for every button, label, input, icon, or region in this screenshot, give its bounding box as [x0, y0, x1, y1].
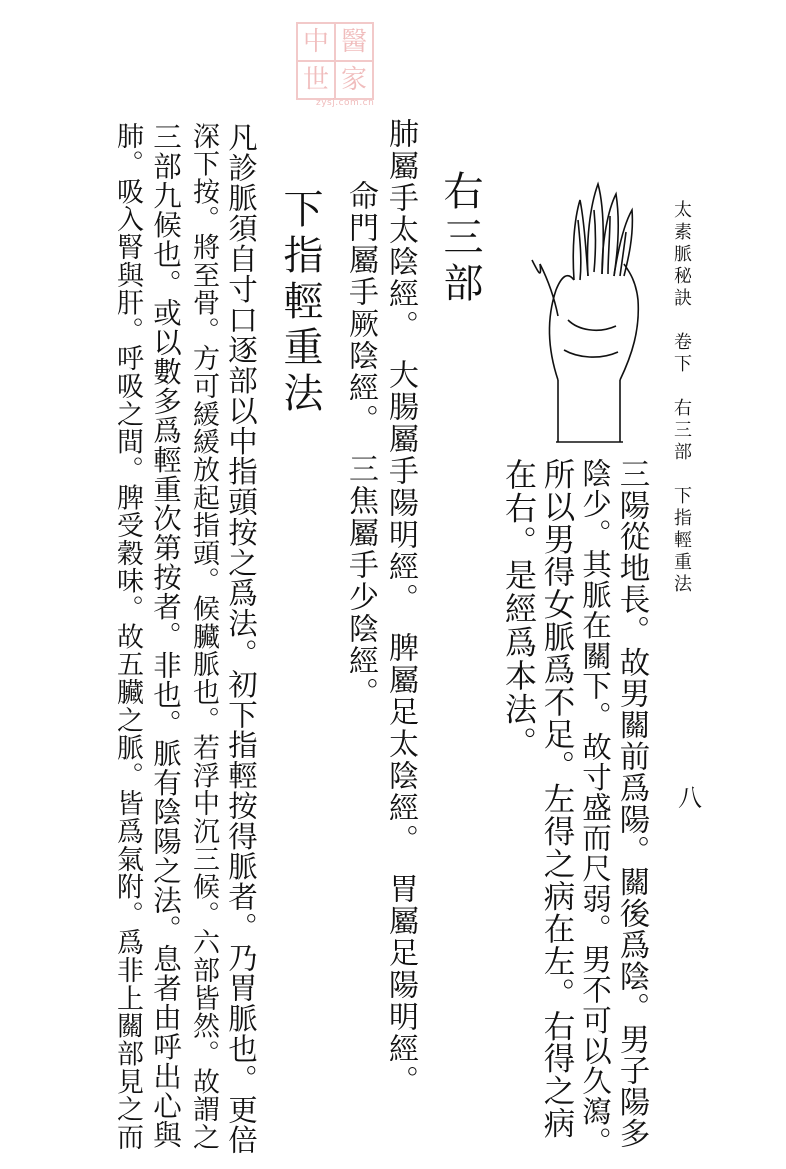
body-column: 肺。吸入腎與肝。呼吸之間。脾受穀味。故五臟之脈。皆爲氣附。爲非上關部見之而	[112, 122, 143, 1151]
running-header: 太素脈秘訣 卷下 右三部 下指輕重法	[671, 200, 692, 596]
watermark-char: 醫	[334, 22, 374, 62]
body-column: 凡診脈須自寸口逐部以中指頭按之爲法。初下指輕按得脈者。乃胃脈也。更倍	[224, 122, 258, 1156]
hand-illustration	[528, 180, 678, 448]
intro-column: 陰少。其脈在關下。故寸盛而尺弱。男不可以久瀉。	[578, 458, 612, 1157]
page-number: 八	[678, 784, 702, 812]
watermark-logo	[296, 18, 376, 108]
section-heading: 下指輕重法	[277, 188, 323, 418]
intro-column: 三陽從地長。故男關前爲陽。關後爲陰。男子陽多	[614, 458, 649, 1150]
watermark-char: 世	[296, 60, 336, 100]
section-heading: 右三部	[437, 170, 483, 308]
meridian-line: 命門屬手厥陰經。 三焦屬手少陰經。	[343, 180, 378, 709]
meridian-line: 肺屬手太陰經。 大腸屬手陽明經。 脾屬足太陰經。 胃屬足陽明經。	[383, 118, 418, 1097]
body-column: 深下按。將至骨。方可緩緩放起指頭。候臟脈也。若浮中沉三候。六部皆然。故謂之	[188, 122, 219, 1151]
watermark-char: 中	[296, 22, 336, 62]
intro-column: 在右。是經爲本法。	[500, 458, 538, 760]
watermark-char: 家	[334, 60, 374, 100]
intro-column: 所以男得女脈爲不足。左得之病在左。右得之病	[539, 458, 575, 1140]
body-column: 三部九候也。或以數多爲輕重次第按者。非也。脈有陰陽之法。息者由呼出心與	[149, 122, 182, 1150]
watermark-site: zysj.com.cn	[316, 98, 375, 108]
